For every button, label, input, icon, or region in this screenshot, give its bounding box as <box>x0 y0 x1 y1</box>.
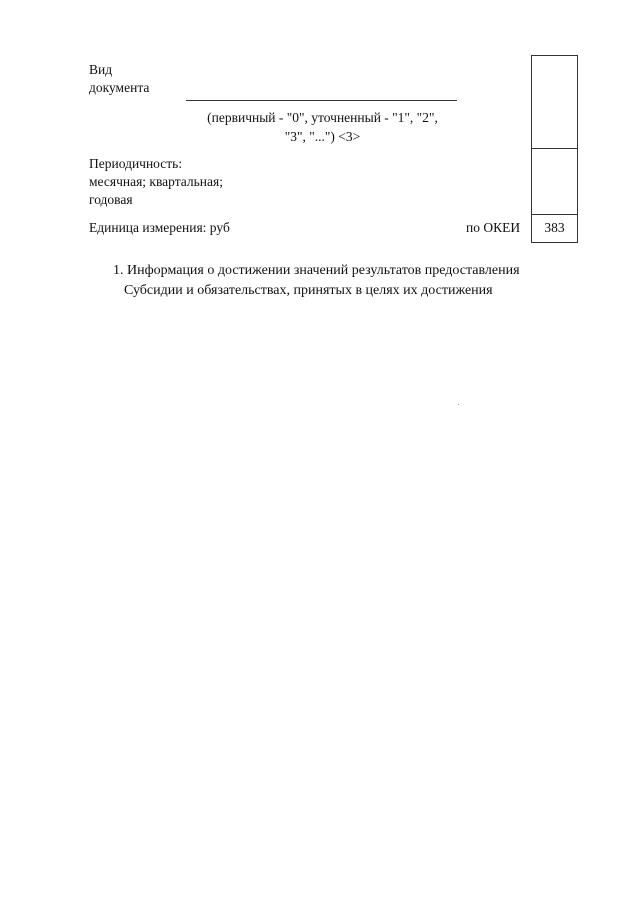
okei-code-cell: 383 <box>544 220 565 235</box>
periodicity-label <box>89 155 223 209</box>
periodicity-code-cell <box>532 149 577 215</box>
periodicity-label-line1: Периодичность: <box>89 156 183 171</box>
scan-speck <box>458 404 459 405</box>
periodicity-label-line2: месячная; квартальная; <box>89 174 223 189</box>
codes-column <box>531 55 578 243</box>
document-type-fill-line <box>186 100 457 101</box>
unit-of-measure-label: Единица измерения: руб <box>89 220 230 235</box>
document-type-hint <box>180 108 465 146</box>
document-type-label <box>89 61 149 97</box>
document-type-hint-line1: (первичный - "0", уточненный - "1", "2", <box>207 110 438 125</box>
periodicity-label-line3: годовая <box>89 192 133 207</box>
document-type-label-line1: Вид <box>89 62 113 77</box>
document-type-hint-line2: "3", "...") <3> <box>284 129 361 144</box>
document-type-code-cell <box>532 56 577 149</box>
section-heading-line1: 1. Информация о достижении значений результатов предоставления <box>113 263 520 278</box>
section-heading <box>113 261 520 301</box>
document-type-label-line2: документа <box>89 80 150 95</box>
section-heading-line2: Субсидии и обязательствах, принятых в целях их достижения <box>124 283 493 298</box>
okei-label: по ОКЕИ <box>466 220 521 235</box>
